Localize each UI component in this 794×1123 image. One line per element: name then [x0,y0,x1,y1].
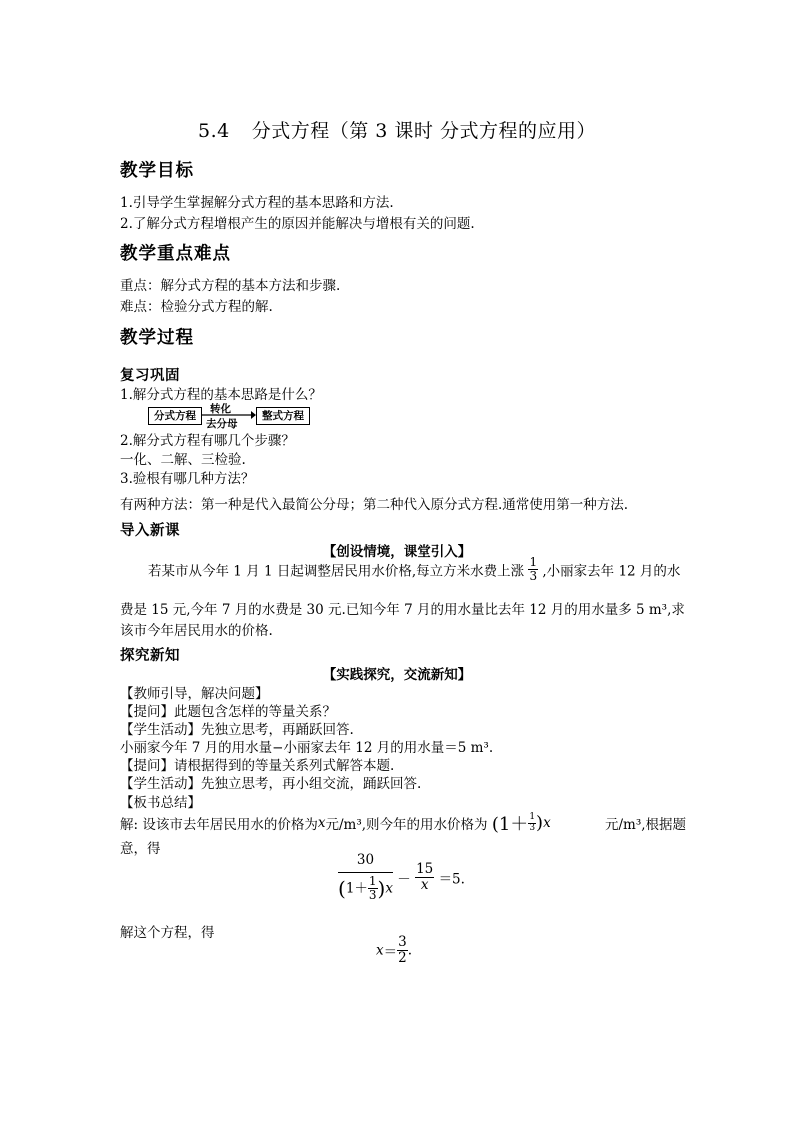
intro-fraction [528,556,538,583]
key-points-heading: 教学重点难点 [120,244,231,264]
equation-2-denominator: 2 [398,949,407,966]
equation-2-dot: . [407,942,413,959]
review-heading: 复习巩固 [120,367,180,384]
explore-line-5: 【提问】请根据得到的等量关系列式解答本题. [120,758,395,774]
equation-1-den-fraction [368,875,378,902]
equation-1-denominator-2: x [420,877,429,894]
equation-2-fraction [397,935,408,966]
page-title [0,116,794,143]
flow-box-polynomial: 整式方程 [256,407,310,425]
review-question-3: 3.验根有哪几种方法？ [120,471,255,487]
equation-1-den-var: x [385,880,393,897]
intro-heading: 导入新课 [120,522,180,539]
equation-1-den-frac-num: 1 [368,873,377,888]
equation-2-numerator: 3 [398,934,407,950]
difficulty-text: 难点：检验分式方程的解. [120,299,273,315]
solution-fraction-numerator: 1 [529,811,536,822]
equation-1-term-2 [415,862,434,893]
equation-1-rhs: ＝5. [438,871,465,888]
solution-var: x [317,815,326,831]
flow-box-fractional: 分式方程 [148,407,202,425]
equation-1-term-1 [338,853,393,902]
equation-1-numerator-2: 15 [416,861,434,878]
solution-text-c: 元/m³,根据题 [605,817,687,833]
equation-2-var: x [376,942,384,959]
equation-1-den-frac-den: 3 [368,888,377,903]
explore-line-1: 【教师引导，解决问题】 [120,686,269,702]
equation-2 [376,935,412,966]
intro-fraction-denominator: 3 [529,569,538,584]
explore-line-2: 【提问】此题包含怎样的等量关系？ [120,704,336,720]
explore-heading: 探究新知 [120,647,180,664]
review-question-2: 2.解分式方程有哪几个步骤？ [120,433,295,449]
solution-var-2: x [543,815,551,831]
intro-paragraph-line-1 [148,556,680,590]
equation-1 [338,853,465,919]
intro-paragraph-line-2: 费是 15 元,今年 7 月的水费是 30 元.已知今年 7 月的用水量比去年 12 月的用水量多 5 m³,求 [120,602,685,618]
flow-label-transform: 转化 [210,403,231,415]
explore-line-7: 【板书总结】 [120,795,201,811]
solution-fraction-denominator: 3 [529,822,536,833]
equation-2-eq: ＝ [383,944,398,961]
explore-line-4: 小丽家今年 7 月的用水量−小丽家去年 12 月的用水量＝5 m³. [120,740,494,756]
intro-text-1b: ,小丽家去年 12 月的水 [542,563,681,580]
focus-text: 重点：解分式方程的基本方法和步骤. [120,278,341,294]
section-number: 5.4 [198,120,230,142]
solution-text-a: 解: 设该市去年居民用水的价格为 [120,817,318,833]
solution-paren-close: ) [536,812,544,834]
equation-1-minus: － [397,871,411,888]
review-answer-3: 有两种方法：第一种是代入最简公分母；第二种代入原分式方程.通常使用第一种方法. [120,497,629,513]
flow-label-denominator: 去分母 [206,418,238,430]
equation-1-denominator: (1＋ $\frac{1}{3}$ )x [338,873,393,903]
solution-line-1 [120,810,686,836]
equation-1-numerator: 30 [338,853,393,873]
section-title: 分式方程（第 3 课时 分式方程的应用） [251,120,596,142]
objectives-heading: 教学目标 [120,161,194,181]
solution-line-2: 意，得 [120,841,161,857]
review-question-1: 1.解分式方程的基本思路是什么？ [120,387,322,403]
explore-subheading: 【实践探究，交流新知】 [322,667,472,683]
explore-line-6: 【学生活动】先独立思考，再小组交流，踊跃回答. [120,776,422,792]
intro-paragraph-line-3: 该市今年居民用水的价格. [120,623,273,639]
equation-1-den-left: 1＋ [345,880,368,897]
objective-item-2: 2.了解分式方程增根产生的原因并能解决与增根有关的问题. [120,216,475,232]
solution-text-b: 元/m³,则今年的用水价格为 [325,817,488,833]
process-heading: 教学过程 [120,328,194,348]
flow-arrow-icon [202,405,256,427]
objective-item-1: 1.引导学生掌握解分式方程的基本思路和方法. [120,195,394,211]
review-answer-2: 一化、二解、三检验. [120,452,246,468]
intro-subheading: 【创设情境，课堂引入】 [322,544,472,560]
flow-diagram [148,403,318,430]
solution-fraction [528,813,536,834]
explore-line-3: 【学生活动】先独立思考，再踊跃回答. [120,722,354,738]
intro-text-1: 若某市从今年 1 月 1 日起调整居民用水价格,每立方米水费上涨 [148,563,525,580]
intro-fraction-numerator: 1 [529,555,538,569]
solve-text: 解这个方程，得 [120,925,215,941]
solution-paren-open: (1＋ [491,814,529,835]
